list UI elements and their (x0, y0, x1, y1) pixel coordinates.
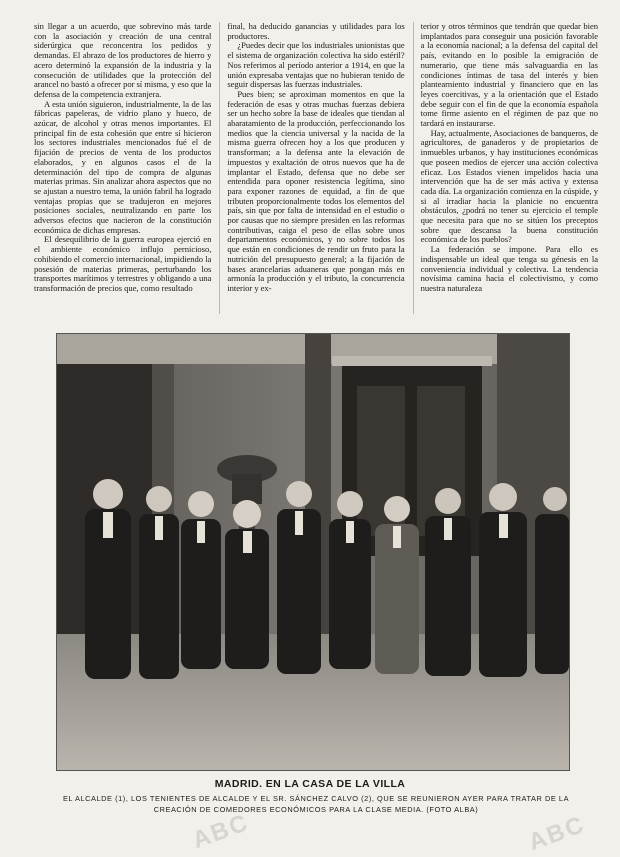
photo-caption-text: EL ALCALDE (1), LOS TENIENTES DE ALCALDE Y EL SR. SÁNCHEZ CALVO (2), QUE SE REUNIERON AYER PARA TRATAR DE LA CREACIÓN DE COMEDORES ECONÓMICOS PARA LA CLASE MEDIA. (FOTO ALBA) (62, 794, 570, 814)
article-paragraph: ¿Puedes decir que los industriales unionistas que el sistema de organización colectiva ha sido estéril? Nos referimos al período anterior a 1914, en que la unión expresaba ventajas que no hubieran tenido de seguir dispersas las fuerzas industriales. (227, 40, 405, 90)
article-column-2 (219, 22, 404, 314)
article-paragraph: A esta unión siguieron, industrialmente, la de las fábricas papeleras, de vidrio plano y hueco, de azúcar, de alcohol y otras menos importantes. El principal fin de esta cohesión que entre sí hicieron los sectores industriales mencionados fué el de fijación de precios de venta de los productos elaborados, y en algunos casos el de la determinación del tipo de compra de algunas materias primas. Sin analizar ahora aspectos que no se ajustan a nuestro tema, la unión fabril ha logrado ventajas propias que se tradujeron en mejores posiciones sociales, neutralizando en parte los adversos efectos que nacieron de la constitución económica de dichas empresas. (34, 98, 212, 235)
article-paragraph: Pues bien; se aproximan momentos en que la federación de esas y otras muchas fuerzas debiera ser un hecho sobre la base de ideales que tiendan al abaratamiento de la producción, perfeccionando los medios que la ciencia universal y la nacida de la misma guerra ofrecen hoy a los que producen y transforman; a la defensa ante la elevación de impuestos y exaltación de otros nuevos que ha de implantar el Estado, defensa que no debe ser entendida para oponer resistencia legítima, sino para exponer razones de equidad, a fin de que tributen proporcionalmente todos los elementos del país, sin que por falta de intensidad en el estudio o por causas que no siempre presiden en las reformas contributivas, caiga el peso de ellas sobre unos departamentos económicos, y no sobre todos los que están en condiciones de rendir un fruto para la nutrición del presupuesto general; a la fijación de bases arancelarias aduaneras que pongan más en armonía la producción y el tributo, la concurrencia interior y ex- (227, 88, 405, 293)
article-paragraph: sin llegar a un acuerdo, que sobrevino más tarde con la asociación y creación de una central siderúrgica que reconcentra los pedidos y demandas. El abrazo de los productores de hierro y acero determinó la expansión de la industria y la consecución de utilidades que la protección del arancel no bastó a ofrecer por sí misma, y eso que la defensa de la competencia extranjera. (34, 22, 212, 99)
photo-caption-title: MADRID. EN LA CASA DE LA VILLA (214, 778, 406, 790)
article-column-1 (34, 22, 211, 314)
abc-watermark: ABC (188, 808, 253, 855)
abc-watermark: ABC (524, 810, 589, 857)
article-paragraph: Hay, actualmente, Asociaciones de banqueros, de agricultores, de ganaderos y de propietarios de inmuebles urbanos, y hay instituciones económicas que poseen medios de ejercer una acción colectiva eficaz. Los Estados vienen impelidos hacia una intervención que ha de ser más activa y extensa cada día. La organización comienza en la cúspide, y si al irradiar hacia la planicie no encuentra obstáculos, ¿podrá no tener su ejercicio el temple que necesita para que no se sitúen los preceptos sobre que descansa la buena constitución económica de los pueblos? (420, 127, 598, 245)
article-paragraph: final, ha deducido ganancias y utilidades para los productores. (227, 22, 405, 41)
group-photograph (56, 333, 570, 771)
article-paragraph: terior y otros términos que tendrán que quedar bien implantados para conseguir una posición favorable a la economía nacional; a la defensa del capital del país, evitando en lo posible la emigración de numerario, que tiene más salvaguardia en las condiciones íntimas de tasa del interés y bien plantearniento industrial y financiero que en las leyes coercitivas, y a la orientación que el Estado debe seguir con el fin de que la economía española tome firme asiento en el régimen de paz que no tardará en instaurarse. (420, 22, 598, 129)
article-paragraph: El desequilibrio de la guerra europea ejerció en el ambiente económico influjo pernicioso, cohibiendo el comercio internacional, impidiendo la posesión de materias primeras, perturbando los transportes marítimos y terrestres y obligando a una transformación de precios que, como resultado (34, 234, 212, 293)
article-paragraph: La federación se impone. Para ello es indispensable un ideal que tenga su génesis en la conveniencia individual y colectiva. La tendencia novísima camina hacia el colectivismo, y como nuestra naturaleza (420, 244, 598, 293)
photo-illustration (57, 334, 569, 770)
article-column-3 (413, 22, 598, 314)
article-columns (34, 22, 598, 314)
